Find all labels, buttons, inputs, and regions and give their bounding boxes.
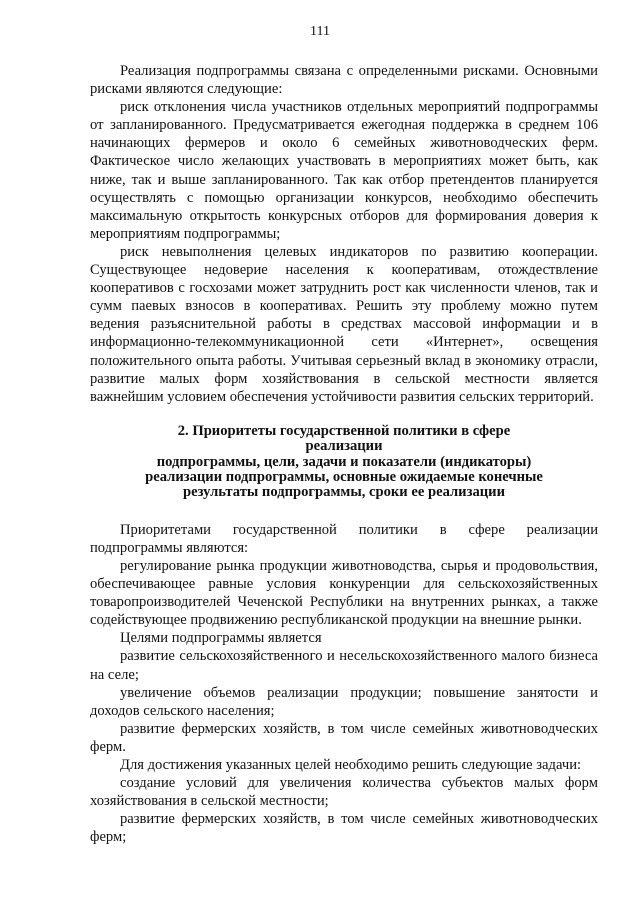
paragraph-risks-intro: Реализация подпрограммы связана с определенными рисками. Основными рисками являются следующие: xyxy=(90,63,598,98)
paragraph-risk-participants: риск отклонения числа участников отдельных мероприятий подпрограммы от запланированного. Предусматривается ежегодная поддержка в среднем 106 начинающих фермеров и около 6 семейных животноводческих ферм. Фактическое число желающих участвовать в мероприятиях может быть, как ниже, так и выше запланированного. Так как отбор претендентов планируется осуществлять с помощью организации конкурсов, необходимо обеспечить максимальную открытость конкурсных отборов для формирования доверия к мероприятиям подпрограммы; xyxy=(90,99,598,242)
section-heading-line: 2. Приоритеты государственной политики в сфере реализации xyxy=(177,422,511,455)
section-heading-line: реализации подпрограммы, основные ожидаемые конечные xyxy=(145,469,543,485)
section-heading-line: подпрограммы, цели, задачи и показатели (индикаторы) xyxy=(156,453,532,470)
paragraph-tasks-intro: Для достижения указанных целей необходимо решить следующие задачи: xyxy=(120,757,582,774)
paragraph-goal-farms: развитие фермерских хозяйств, в том числе семейных животноводческих ферм. xyxy=(90,720,598,755)
paragraph-goal-business: развитие сельскохозяйственного и несельскохозяйственного малого бизнеса на селе; xyxy=(90,648,598,683)
section-heading xyxy=(90,424,598,501)
paragraph-priorities-intro: Приоритетами государственной политики в сфере реализации подпрограммы являются: xyxy=(90,521,598,556)
paragraph-goal-sales: увеличение объемов реализации продукции; повышение занятости и доходов сельского населения; xyxy=(90,684,598,719)
document-body xyxy=(90,62,598,847)
paragraph-risk-cooperation: риск невыполнения целевых индикаторов по развитию кооперации. Существующее недоверие населения к кооперативам, отождествление кооперативов с госхозами может затруднить рост как численности членов, так и сумм паевых взносов в кооперативах. Решить эту проблему можно путем ведения разъяснительной работы в средствах массовой информации и в информационно-телекоммуникационной сети «Интернет», освещения положительного опыта работы. Учитывая серьезный вклад в экономику отрасли, развитие малых форм хозяйствования в сельской местности является важнейшим условием обеспечения устойчивости развития сельских территорий. xyxy=(90,243,598,405)
page-number: 111 xyxy=(310,24,330,39)
paragraph-task-conditions: создание условий для увеличения количества субъектов малых форм хозяйствования в сельской местности; xyxy=(90,775,598,810)
paragraph-goals-intro: Целями подпрограммы является xyxy=(120,630,322,647)
section-heading-line: результаты подпрограммы, сроки ее реализации xyxy=(183,484,505,501)
paragraph-task-farms: развитие фермерских хозяйств, в том числе семейных животноводческих ферм; xyxy=(90,811,598,846)
paragraph-priority-market: регулирование рынка продукции животноводства, сырья и продовольствия, обеспечивающее равные условия конкуренции для сельскохозяйственных товаропроизводителей Чеченской Республики на внутренних рынках, а также содействующее продвижению республиканской продукции на внешние рынки. xyxy=(90,558,598,629)
